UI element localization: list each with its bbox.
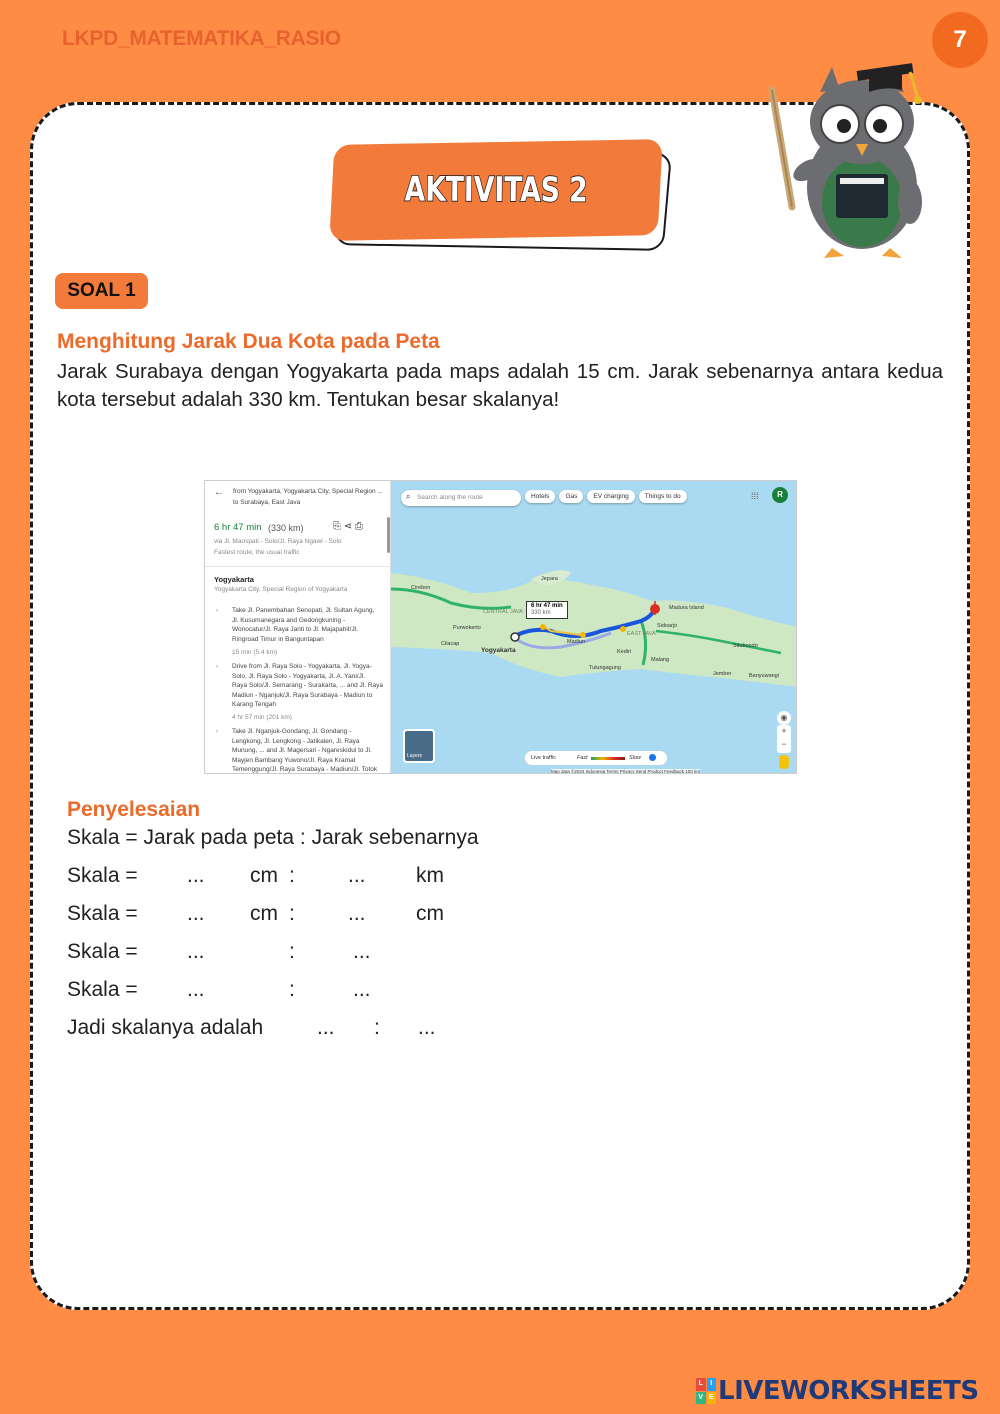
owl-teacher-illustration [762,62,942,262]
solution-heading: Penyelesaian [67,798,201,821]
liveworksheets-brand: L I V E LIVEWORKSHEETS [696,1376,979,1406]
map-place-label: Sidoarjo [657,623,678,629]
map-place-label: Situbondo [733,643,758,649]
direction-step-1: Take Jl. Panembahan Senopati, Jl. Sultan Agung, Jl. Kusumanegara and Gedongkuning - Wonocatur/Jl. Raya Janti to Jl. Majapahit/Jl. Ringroad Timur in Banguntapan [232,607,375,643]
traffic-legend: Live traffic Fast Slow [525,751,667,765]
chip-gas[interactable]: Gas [559,490,583,503]
map-chip-bar [525,490,687,503]
map-place-label: Tulungagung [589,665,621,671]
origin-subtitle: Yogyakarta City, Special Region of Yogyakarta [214,586,348,593]
map-place-label: Kediri [617,649,632,655]
map-place-label: Yogyakarta [481,647,516,654]
conclusion-row: Jadi skalanya adalah ... : ... [67,1016,436,1039]
pegman-icon[interactable] [779,755,789,769]
apps-grid-icon[interactable]: ⁞⁞⁞ [751,491,759,501]
step-1-time: 15 min (5.4 km) [232,649,278,656]
problem-text: Jarak Surabaya dengan Yogyakarta pada maps adalah 15 cm. Jarak sebenarnya antara kedua kota tersebut adalah 330 km. Tentukan besar skalanya! [57,360,943,411]
route-duration: 6 hr 47 min [214,522,262,533]
scale-row-2: Skala = ... cm : ... cm [67,902,444,925]
zoom-controls[interactable]: + − [777,725,791,753]
account-avatar[interactable]: R [772,487,788,503]
route-distance: (330 km) [268,523,304,533]
problem-subtitle: Menghitung Jarak Dua Kota pada Peta [57,330,440,353]
scale-row-3: Skala = ... : ... [67,940,371,963]
blank-field[interactable]: ... [353,978,371,1001]
blank-field[interactable]: ... [418,1016,436,1039]
liveworksheets-logo-icon: L I V E [696,1378,716,1404]
map-place-label: Madura Island [669,605,704,611]
map-place-label: Banyuwangi [749,673,779,679]
blank-field[interactable]: ... [348,864,366,887]
map-footer: Map data ©2024 Indonesia Terms Privacy Send Product Feedback 100 km [551,769,701,774]
map-place-label: Cirebon [411,585,431,591]
scale-row-1: Skala = ... cm : ... km [67,864,444,887]
route-from: from Yogyakarta, Yogyakarta City, Special Region ... [233,488,383,495]
chip-ev-charging[interactable]: EV charging [587,490,634,503]
blank-field[interactable]: ... [187,940,205,963]
route-via: via Jl. Maospati - Solo/Jl. Raya Ngawi - Solo [214,538,342,545]
expand-icon: › [216,607,219,614]
expand-icon: › [216,663,219,670]
map-place-label: Jember [713,671,732,677]
map-canvas [391,481,797,774]
map-place-label: Malang [651,657,670,663]
chip-things-to-do[interactable]: Things to do [639,490,687,503]
map-search-input[interactable]: ⌕ Search along the route [401,490,521,506]
question-badge: SOAL 1 [55,273,148,309]
locate-icon[interactable]: ◉ [777,711,791,725]
blank-field[interactable]: ... [187,978,205,1001]
route-note: Fastest route, the usual traffic [214,549,300,556]
route-to: to Surabaya, East Java [233,499,301,506]
blank-field[interactable]: ... [187,902,205,925]
origin-title: Yogyakarta [214,575,254,584]
blank-field[interactable]: ... [348,902,366,925]
map-place-label: CENTRAL JAVA [483,609,523,615]
activity-title: AKTIVITAS 2 [404,169,588,211]
direction-step-2: Drive from Jl. Raya Solo - Yogyakarta, Jl. Yogya- Solo, Jl. Raya Solo - Yogyakarta, Jl. A. Yani/Jl. Raya Solo/Jl. Semarang - Surakarta, ... and Jl. Raya Madiun - Nganjuk/Jl. Raya Surabaya - Madiun to Karang Tengah [232,663,384,708]
formula-line: Skala = Jarak pada peta : Jarak sebenarnya [67,826,479,849]
direction-step-3: Take Jl. Nganjuk-Gondang, Jl. Gondang - Lengkong, Jl. Lengkong - Jatikalen, Jl. Raya Munung, ... and Jl. Magersari - Ngareskidul to Jl. Mayjen Bambang Yuwono/Jl. Raya Kramat Temenggung/Jl. Raya Surabaya - Madiun/Jl. Totok [232,728,378,773]
map-place-label: Jepara [541,576,558,582]
directions-panel [205,481,391,774]
route-map-screenshot [204,480,797,774]
route-callout: 6 hr 47 min 330 km [526,601,568,619]
chip-hotels[interactable]: Hotels [525,490,555,503]
activity-title-banner [330,140,670,252]
document-id: LKPD_MATEMATIKA_RASIO [62,27,341,50]
expand-icon: › [216,728,219,735]
step-2-time: 4 hr 57 min (201 km) [232,714,292,721]
blank-field[interactable]: ... [317,1016,335,1039]
search-icon: ⌕ [406,492,411,501]
page-number-badge: 7 [932,12,988,68]
scale-row-4: Skala = ... : ... [67,978,371,1001]
map-place-label: EAST JAVA [627,631,656,637]
share-icon: ⎘ ⋖ ⎙ [333,521,363,532]
blank-field[interactable]: ... [187,864,205,887]
back-arrow-icon: ← [214,487,224,498]
map-place-label: Cilacap [441,641,460,647]
map-place-label: Madiun [567,639,586,645]
blank-field[interactable]: ... [353,940,371,963]
map-place-label: Purwokerto [453,625,481,631]
layers-button[interactable]: Layers [403,729,435,763]
